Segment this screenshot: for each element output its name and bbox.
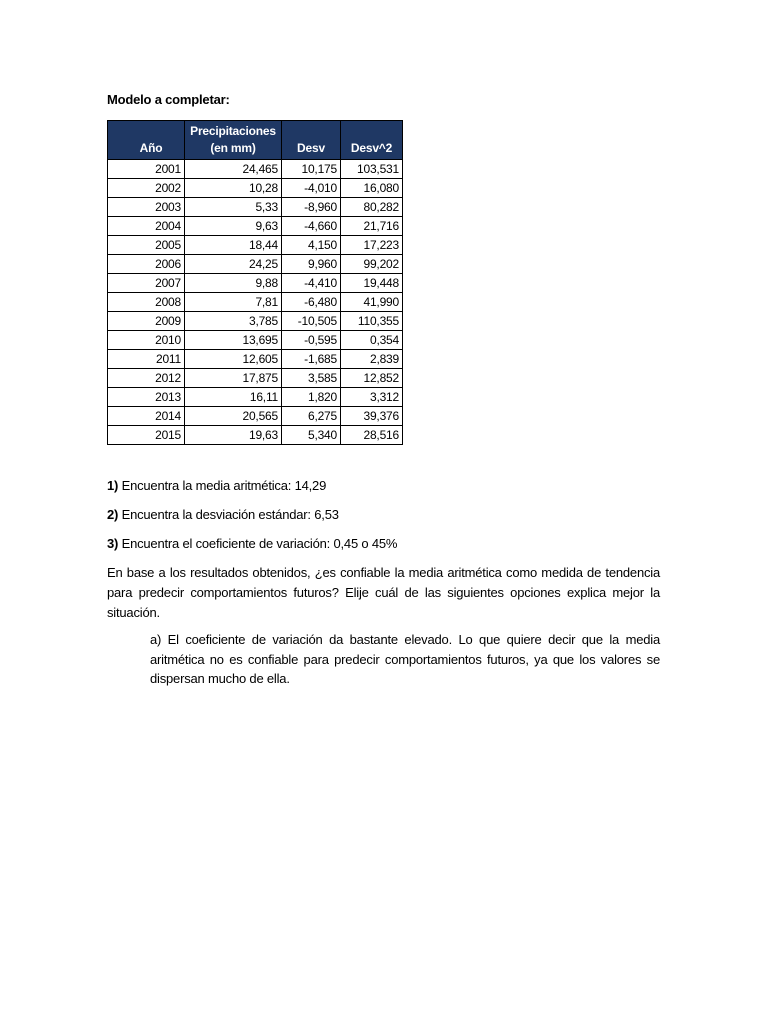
table-row [108,350,403,369]
table-row [108,198,403,217]
cell-desv: 3,585 [282,369,341,388]
cell-year: 2005 [108,236,185,255]
cell-desv: 1,820 [282,388,341,407]
cell-desv-squared: 19,448 [341,274,403,293]
cell-desv: -10,505 [282,312,341,331]
cell-desv-squared: 110,355 [341,312,403,331]
cell-year: 2003 [108,198,185,217]
cell-year: 2013 [108,388,185,407]
cell-precipitation: 9,63 [185,217,282,236]
cell-desv-squared: 17,223 [341,236,403,255]
question-2-number: 2) [107,507,119,522]
table-row [108,426,403,445]
cell-year: 2012 [108,369,185,388]
cell-desv-squared: 3,312 [341,388,403,407]
cell-desv: -4,010 [282,179,341,198]
cell-precipitation: 17,875 [185,369,282,388]
header-precipitation-line1: Precipitaciones [190,124,276,138]
cell-precipitation: 10,28 [185,179,282,198]
cell-year: 2010 [108,331,185,350]
question-1-number: 1) [107,478,119,493]
cell-desv: 6,275 [282,407,341,426]
precipitation-table [107,120,403,445]
question-1-text: Encuentra la media aritmética: 14,29 [121,478,327,493]
cell-desv: -6,480 [282,293,341,312]
header-desv: Desv [282,121,341,160]
cell-desv-squared: 41,990 [341,293,403,312]
cell-desv-squared: 39,376 [341,407,403,426]
cell-year: 2015 [108,426,185,445]
table-row [108,274,403,293]
cell-desv-squared: 2,839 [341,350,403,369]
cell-desv: -4,410 [282,274,341,293]
cell-desv: -1,685 [282,350,341,369]
header-year: Año [108,121,185,160]
cell-desv-squared: 103,531 [341,160,403,179]
option-a: a) El coeficiente de variación da bastante elevado. Lo que quiere decir que la media aritmética no es confiable para predecir comportamientos futuros, ya que los valores se dispersan mucho de ella. [150,632,660,686]
cell-precipitation: 19,63 [185,426,282,445]
cell-desv-squared: 0,354 [341,331,403,350]
cell-desv: 5,340 [282,426,341,445]
cell-year: 2007 [108,274,185,293]
cell-year: 2001 [108,160,185,179]
cell-precipitation: 20,565 [185,407,282,426]
table-row [108,236,403,255]
table-row [108,293,403,312]
table-header-row [108,121,403,160]
question-paragraph: En base a los resultados obtenidos, ¿es confiable la media aritmética como medida de tendencia para predecir comportamientos futuros? Elije cuál de las siguientes opciones explica mejor la situación. [107,565,660,620]
cell-desv-squared: 28,516 [341,426,403,445]
table-row [108,331,403,350]
table-row [108,369,403,388]
header-precipitation [185,121,282,160]
cell-precipitation: 24,465 [185,160,282,179]
cell-desv: -4,660 [282,217,341,236]
cell-precipitation: 5,33 [185,198,282,217]
cell-desv: 9,960 [282,255,341,274]
question-3 [107,536,397,551]
table-row [108,407,403,426]
heading: Modelo a completar: [107,92,230,107]
cell-year: 2004 [108,217,185,236]
cell-desv: 4,150 [282,236,341,255]
cell-precipitation: 7,81 [185,293,282,312]
cell-precipitation: 16,11 [185,388,282,407]
header-desv-squared: Desv^2 [341,121,403,160]
cell-desv-squared: 16,080 [341,179,403,198]
table-row [108,160,403,179]
table-row [108,255,403,274]
cell-precipitation: 18,44 [185,236,282,255]
cell-precipitation: 13,695 [185,331,282,350]
question-3-text: Encuentra el coeficiente de variación: 0,45 o 45% [121,536,398,551]
cell-desv: -0,595 [282,331,341,350]
cell-year: 2006 [108,255,185,274]
question-2-text: Encuentra la desviación estándar: 6,53 [121,507,339,522]
cell-year: 2009 [108,312,185,331]
cell-desv: -8,960 [282,198,341,217]
question-3-number: 3) [107,536,119,551]
cell-precipitation: 24,25 [185,255,282,274]
table-row [108,217,403,236]
cell-desv-squared: 80,282 [341,198,403,217]
cell-desv: 10,175 [282,160,341,179]
cell-precipitation: 3,785 [185,312,282,331]
cell-precipitation: 12,605 [185,350,282,369]
question-1 [107,478,326,493]
table-body [108,160,403,445]
cell-desv-squared: 12,852 [341,369,403,388]
cell-desv-squared: 21,716 [341,217,403,236]
cell-desv-squared: 99,202 [341,255,403,274]
header-precipitation-line2: (en mm) [210,141,256,155]
cell-year: 2008 [108,293,185,312]
cell-year: 2002 [108,179,185,198]
cell-precipitation: 9,88 [185,274,282,293]
question-2 [107,507,339,522]
cell-year: 2011 [108,350,185,369]
table-row [108,388,403,407]
table-row [108,312,403,331]
table-row [108,179,403,198]
cell-year: 2014 [108,407,185,426]
